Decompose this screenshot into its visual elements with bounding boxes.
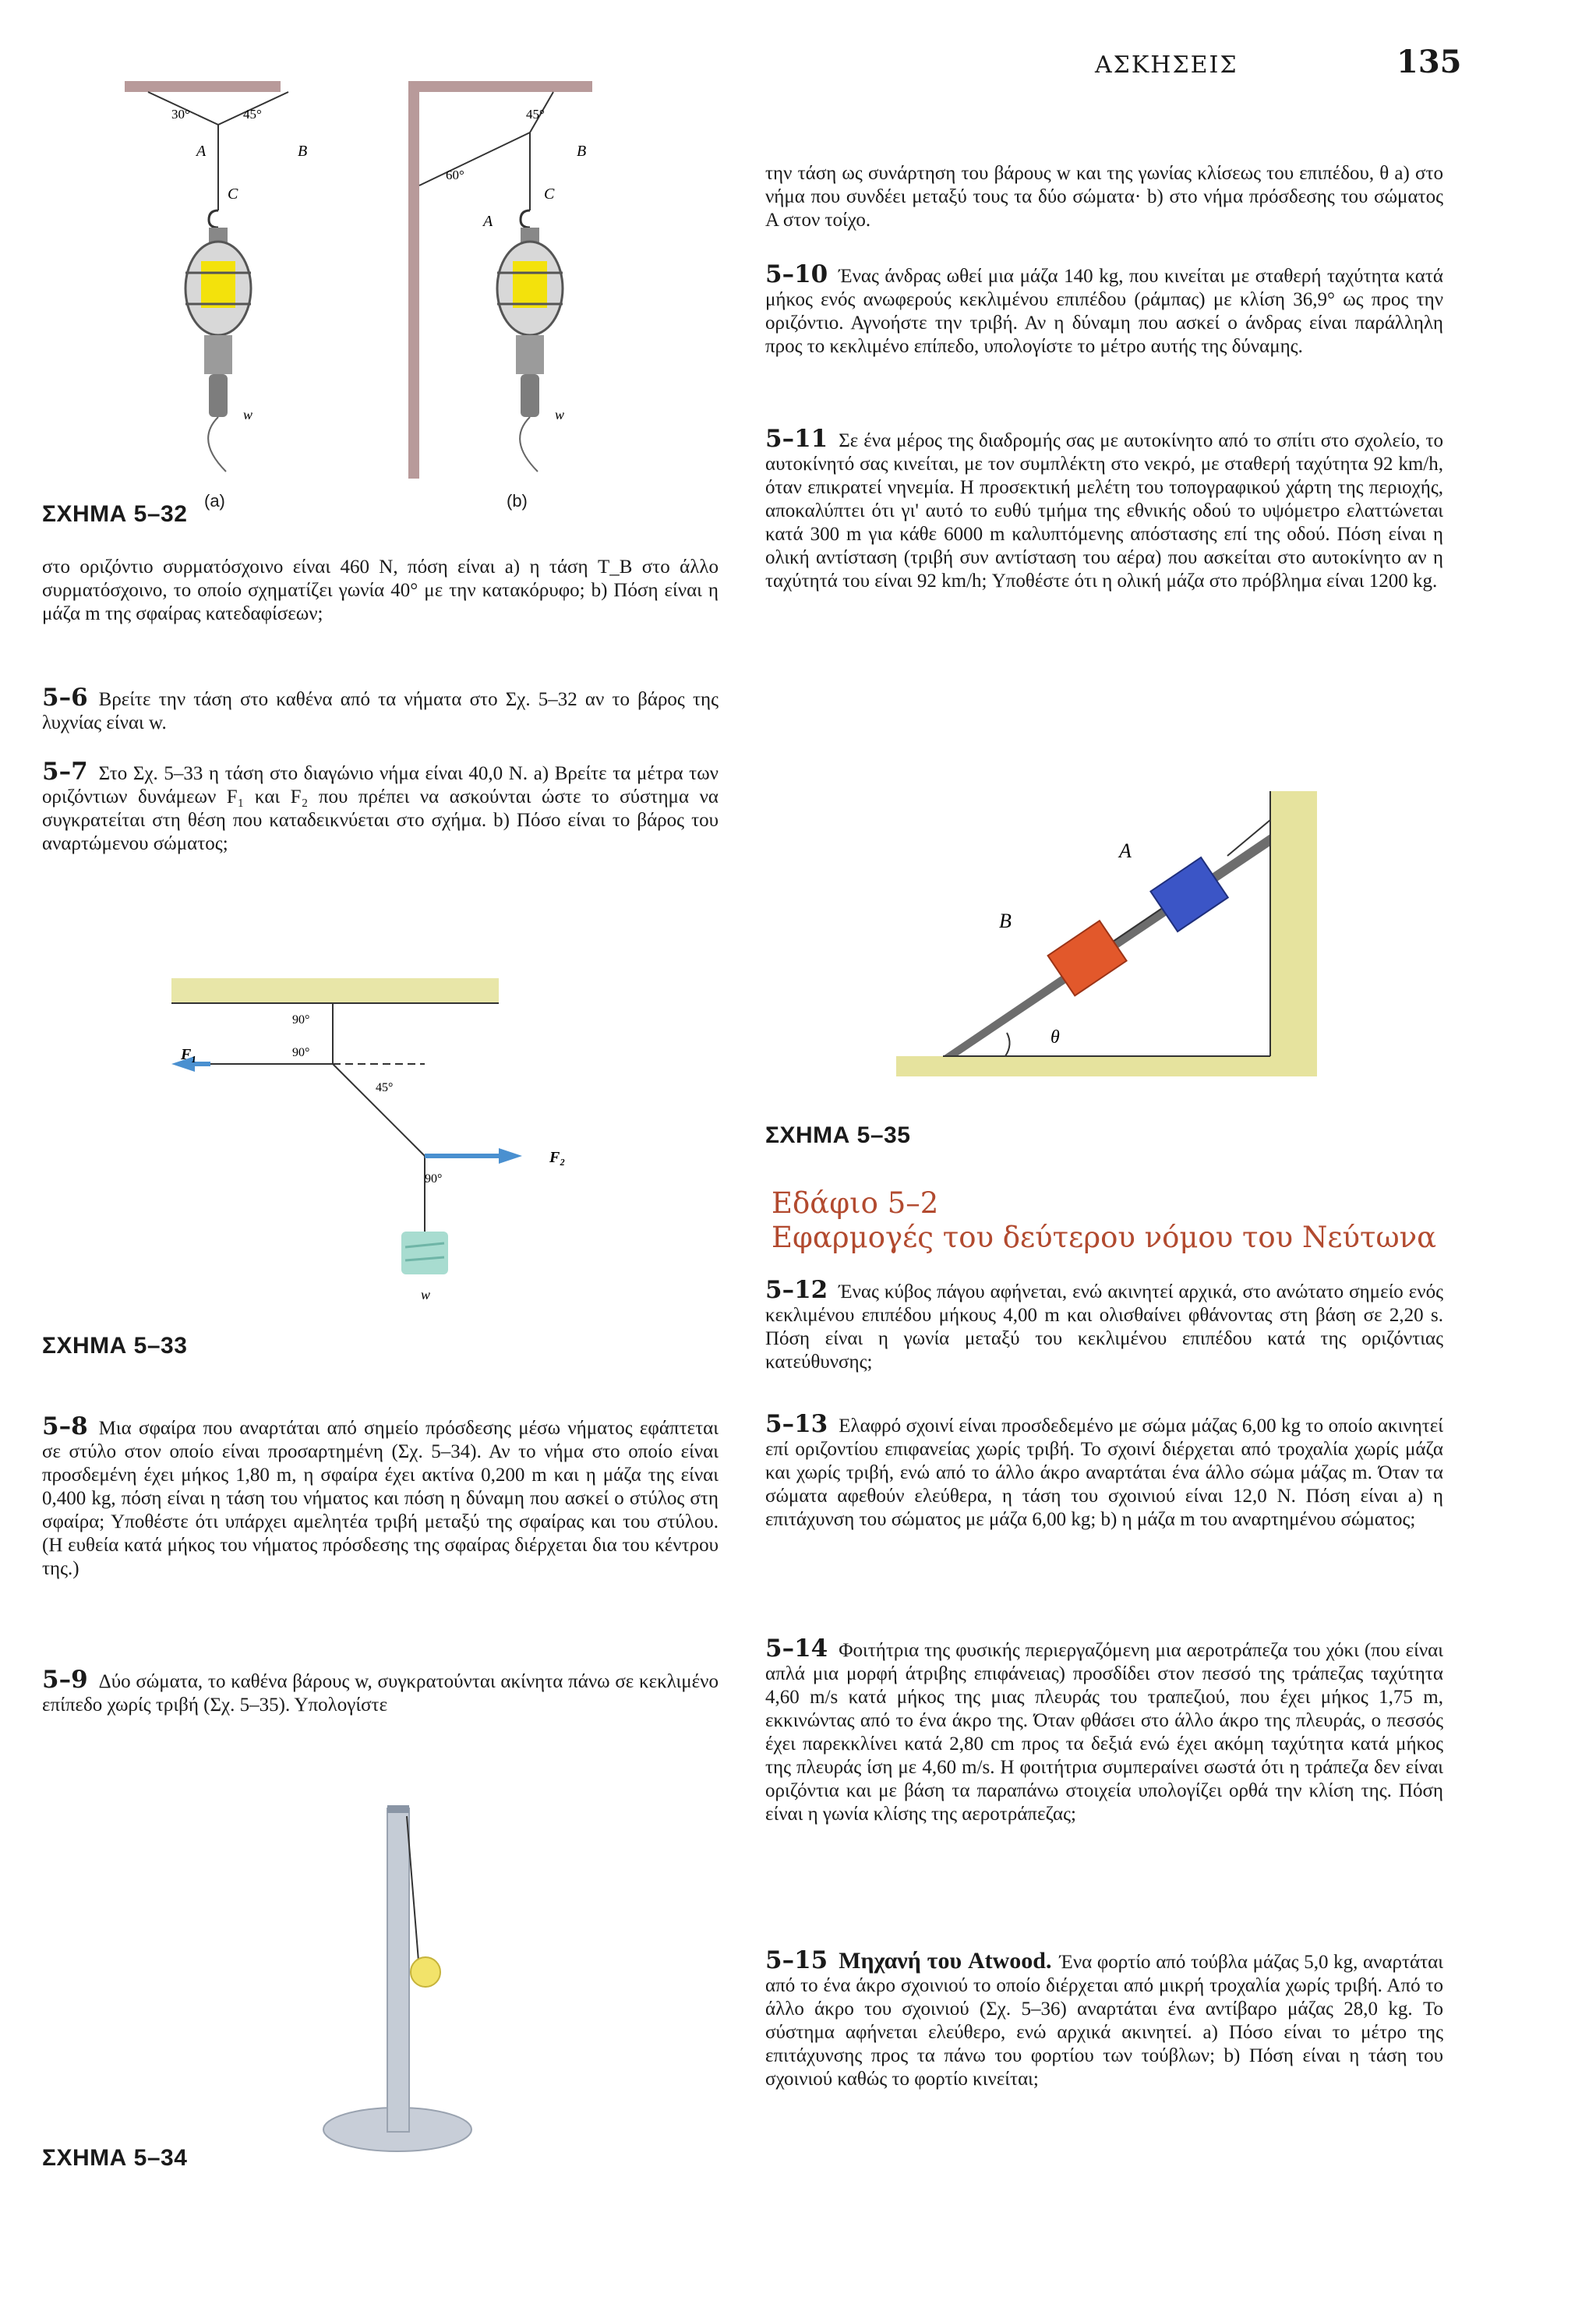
exercise-5-15	[765, 1946, 1443, 2091]
exercise-text: Φοιτήτρια της φυσικής περιεργαζόμενη μια αεροτράπεζα του χόκι (που είναι απλά μια μορφή άτριβης επιφάνειας) προσδίδει στον πεσσό της τράπεζας ταχύτητα 4,60 m/s κατά μήκος της μιας πλευράς του τραπεζιού, που έχει μήκος 1,75 m, εκκινώντας από το ένα άκρο της. Όταν φθάσει στο άλλο άκρο της πλευράς, ο πεσσός έχει παρεκκλίνει κατά 2,80 cm προς τα δεξιά ενώ έχει ακόμη ταχύτητα κατά μήκος της πλευράς ίση με 4,60 m/s. Η φοιτήτρια συμπεραίνει σωστά ότι η τράπεζα δεν είναι οριζόντια και με βάση τα παραπάνω στοιχεία υπολογίζει ορθά την κλίση της. Πόση είναι η γωνία κλίσης της αεροτράπεζας;	[765, 1640, 1443, 1825]
exercise-number: 5–8	[42, 1412, 88, 1440]
exercise-number: 5–14	[765, 1635, 828, 1663]
exercise-number: 5–10	[765, 260, 828, 288]
lamp-a-icon	[185, 210, 251, 472]
exercise-5-9-continuation: την τάση ως συνάρτηση του βάρους w και της γωνίας κλίσεως του επιπέδου, θ a) στο νήμα που συνδέει μεταξύ τους τα δύο σώματα· b) στο νήμα πρόσδεσης του σώματος A στον τοίχο.	[765, 163, 1443, 231]
exercise-5-8	[42, 1412, 719, 1581]
exercise-text: Ένα φορτίο από τούβλα μάζας 5,0 kg, αναρτάται από το ένα άκρο σχοινιού το οποίο διέρχεται από μικρή τροχαλία χωρίς τριβή. Από το άλλο άκρο του σχοινιού (Σχ. 5–36) αναρτάται ένα αντίβαρο μάζας 28,0 kg. Το σύστημα αφήνεται ελεύθερο, ενώ αρχικά ακινητεί. a) Πόσο είναι το μέτρο της επιτάχυνσης προς τα πάνω του φορτίου των τούβλων; b) Πόση είναι η τάση του σχοινιού καθώς το φορτίο κινείται;	[765, 1952, 1443, 2090]
exercise-5-10	[765, 260, 1443, 359]
exercise-number: 5–9	[42, 1666, 88, 1694]
ceiling-5-33	[171, 978, 499, 1003]
svg-text:C: C	[544, 186, 555, 203]
section-subtitle: Εφαρμογές του δεύτερου νόμου του Νεύτωνα	[772, 1221, 1437, 1254]
svg-text:90°: 90°	[292, 1046, 310, 1059]
svg-text:w: w	[421, 1287, 431, 1302]
exercise-number: 5–13	[765, 1410, 828, 1438]
svg-text:A: A	[1119, 839, 1132, 862]
exercise-number: 5–11	[765, 425, 828, 453]
svg-text:90°: 90°	[292, 1013, 310, 1027]
exercise-text: Μια σφαίρα που αναρτάται από σημείο πρόσδεσης μέσω νήματος εφάπτεται σε στύλο στον οποίο είναι προσαρτημένη (Σχ. 5–34). Αν το νήμα στο οποίο είναι προσδεμένη έχει μήκος 1,80 m, η σφαίρα έχει ακτίνα 0,200 m και η μάζα της είναι 0,400 kg, πόση είναι η τάση του νήματος και πόση η δύναμη που ασκεί ο στύλος στη σφαίρα; Υποθέστε ότι υπάρχει αμελητέα τριβή μεταξύ της σφαίρας και του στύλου. (Η ευθεία κατά μήκος του νήματος πρόσδεσης της σφαίρας διέρχεται δια του κέντρου της.)	[42, 1418, 719, 1579]
svg-text:F₁: F₁	[181, 1046, 197, 1063]
pole	[387, 1808, 409, 2132]
exercise-text: Ένας κύβος πάγου αφήνεται, ενώ ακινητεί αρχικά, στο ανώτατο σημείο ενός κεκλιμένου επιπέδου μήκους 4,00 m και ολισθαίνει φθάνοντας στη βάση σε 2,20 s. Πόση είναι η γωνία μεταξύ του κεκλιμένου επιπέδου κατά της οριζόντιας κατεύθυνσης;	[765, 1281, 1443, 1373]
paragraph-5-5-continuation: στο οριζόντιο συρματόσχοινο είναι 460 N, πόση είναι a) η τάση T_B στο άλλο συρματόσχοινο, το οποίο σχηματίζει γωνία 40° με την κατακόρυφο; b) Πόση είναι η μάζα m της σφαίρας κατεδαφίσεων;	[42, 557, 719, 624]
exercise-5-11	[765, 427, 1443, 593]
exercise-number: 5–12	[765, 1276, 828, 1304]
exercise-title: Μηχανή του Atwood.	[839, 1948, 1052, 1974]
angle-45-label: 45°	[243, 107, 262, 122]
lamp-b-icon	[497, 210, 563, 472]
wall-b	[408, 81, 419, 479]
svg-text:w: w	[243, 407, 253, 422]
exercise-text: Σε ένα μέρος της διαδρομής σας με αυτοκίνητο από το σπίτι στο σχολείο, το αυτοκίνητό σας κινείται, με τον συμπλέκτη στο νεκρό, με σταθερή ταχύτητα 92 km/h, όταν επικρατεί νηνεμία. Η προσεκτική μελέτη του τοπογραφικού χάρτη της περιοχής, αποκαλύπτει ότι γι' αυτό το ευθύ τμήμα της εθνικής οδού το υψόμετρο ελαττώνεται κατά 300 m για κάθε 6000 m καλυπτόμενης απόστασης επί της οδού. Πόση είναι η ολική αντίσταση (τριβή συν αντίσταση του αέρα) που ασκείται στο αυτοκίνητο αν η ταχύτητά του είναι 92 km/h; Υποθέστε ότι η ολική μάζα στο πρόβλημα είναι 1200 kg.	[765, 430, 1443, 592]
svg-text:θ: θ	[1050, 1027, 1060, 1048]
svg-text:B: B	[577, 143, 587, 160]
exercise-5-9	[42, 1668, 719, 1717]
svg-text:C: C	[228, 186, 238, 203]
page-number: 135	[1396, 44, 1462, 80]
figure-5-34	[312, 1793, 499, 2159]
svg-text:B: B	[999, 910, 1012, 932]
exercise-text: Ελαφρό σχοινί είναι προσδεδεμένο με σώμα μάζας 6,00 kg το οποίο ακινητεί επί οριζοντίου επιφανείας χωρίς τριβή. Το σχοινί διέρχεται από τροχαλία χωρίς μάζα και χωρίς τριβή, ενώ από το άλλο άκρο αναρτάται ένα άλλο σώμα μάζας m. Όταν τα σώματα αφεθούν ελεύθερα, η τάση του σχοινιού είναι 12,0 N. Πόση είναι a) η επιτάχυνση του σώματος με μάζα 6,00 kg; b) η μάζα m του αναρτημένου σώματος;	[765, 1415, 1443, 1530]
hanging-block-icon	[401, 1232, 448, 1274]
svg-text:w: w	[555, 407, 565, 422]
figure-5-33-caption: ΣΧΗΜΑ 5–33	[42, 1333, 188, 1359]
figure-5-35-caption: ΣΧΗΜΑ 5–35	[765, 1122, 911, 1148]
ceiling-b	[408, 81, 592, 92]
exercise-5-14	[765, 1637, 1443, 1826]
svg-text:90°: 90°	[425, 1172, 443, 1186]
floor	[896, 1056, 1317, 1076]
exercise-5-6	[42, 686, 719, 735]
svg-text:A: A	[483, 213, 493, 230]
exercise-text: Ένας άνδρας ωθεί μια μάζα 140 kg, που κινείται με σταθερή ταχύτητα κατά μήκος ενός ανωφερούς κεκλιμένου επιπέδου (ράμπας) με κλίση 36,9° ως προς την οριζόντιο. Αγνοήστε την τριβή. Αν η δύναμη που ασκεί ο άνδρας είναι παράλληλη προς το κεκλιμένο επίπεδο, υπολογίστε το μέτρο αυτής της δύναμης.	[765, 266, 1443, 357]
exercise-text: Βρείτε την τάση στο καθένα από τα νήματα στο Σχ. 5–32 αν το βάρος της λυχνίας είναι w.	[42, 689, 719, 733]
running-header: ΑΣΚΗΣΕΙΣ	[1095, 51, 1238, 79]
wall	[1270, 791, 1317, 1060]
svg-text:45°: 45°	[376, 1081, 394, 1094]
svg-text:45°: 45°	[526, 107, 545, 122]
exercise-5-13	[765, 1412, 1443, 1532]
ball-icon	[411, 1957, 440, 1987]
figure-5-32-caption: ΣΧΗΜΑ 5–32	[42, 501, 188, 527]
figure-5-32-label-a: (a)	[204, 491, 225, 511]
exercise-5-12	[765, 1278, 1443, 1374]
exercise-number: 5–15	[765, 1946, 828, 1974]
figure-5-32-label-b: (b)	[507, 491, 528, 511]
exercise-number: 5–6	[42, 684, 88, 712]
block-A	[1150, 857, 1227, 931]
exercise-number: 5–7	[42, 758, 88, 786]
angle-30-label: 30°	[171, 107, 190, 122]
svg-text:A: A	[196, 143, 207, 160]
exercise-text: Στο Σχ. 5–33 η τάση στο διαγώνιο νήμα είναι 40,0 N. a) Βρείτε τα μέτρα των οριζόντιων δυνάμεων F₁ και F₂ που πρέπει να ασκούνται ώστε το σύστημα να συγκρατείται στη θέση που καταδεικνύεται στο σχήμα. b) Πόσο είναι το βάρος του αναρτώμενου σώματος;	[42, 763, 719, 854]
figure-5-33	[156, 978, 592, 1306]
figure-5-35	[896, 779, 1317, 1091]
exercise-5-7	[42, 760, 719, 856]
svg-text:60°: 60°	[446, 168, 464, 182]
figure-5-32	[94, 78, 592, 483]
arrow-F2-icon	[499, 1148, 522, 1164]
svg-text:F₂: F₂	[549, 1149, 566, 1166]
exercise-text: Δύο σώματα, το καθένα βάρους w, συγκρατούνται ακίνητα πάνω σε κεκλιμένο επίπεδο χωρίς τριβή (Σχ. 5–35). Υπολογίστε	[42, 1671, 719, 1716]
ceiling-a	[125, 81, 281, 92]
figure-5-34-caption: ΣΧΗΜΑ 5–34	[42, 2145, 188, 2171]
section-title: Εδάφιο 5–2	[772, 1186, 939, 1220]
svg-text:B: B	[298, 143, 308, 160]
